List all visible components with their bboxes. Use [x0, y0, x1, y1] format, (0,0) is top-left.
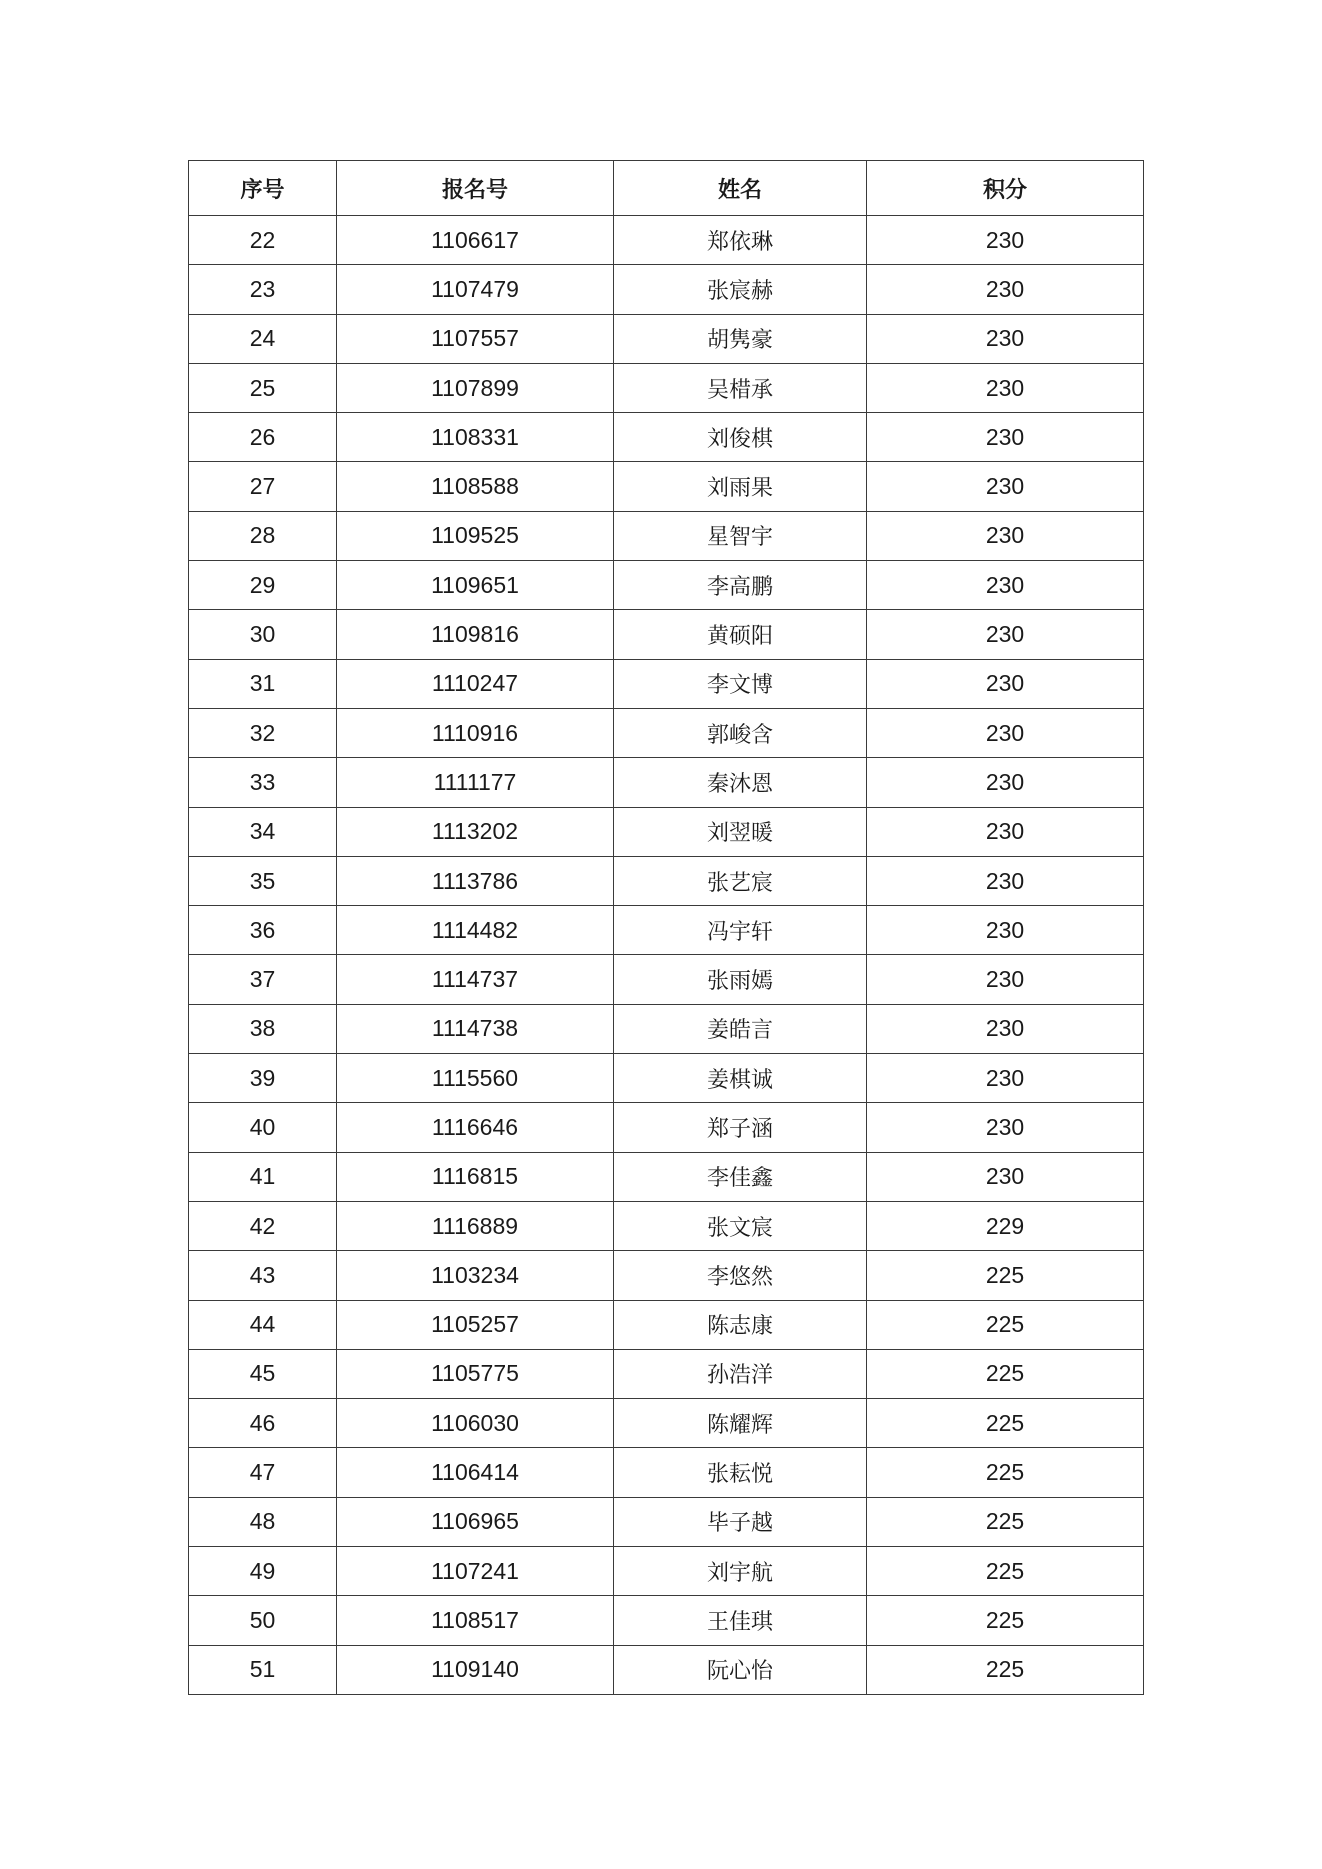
cell-name: 张艺宸 [614, 856, 867, 905]
cell-registration-number: 1109651 [337, 561, 614, 610]
cell-registration-number: 1111177 [337, 758, 614, 807]
cell-name: 吴棤承 [614, 363, 867, 412]
table-row [189, 1251, 1144, 1300]
cell-score: 229 [867, 1201, 1144, 1250]
table-row [189, 1645, 1144, 1694]
cell-seq: 27 [189, 462, 337, 511]
table-row [189, 807, 1144, 856]
header-name: 姓名 [614, 161, 867, 216]
cell-name: 郭峻含 [614, 708, 867, 757]
cell-seq: 38 [189, 1004, 337, 1053]
cell-seq: 29 [189, 561, 337, 610]
cell-registration-number: 1114482 [337, 906, 614, 955]
cell-score: 230 [867, 708, 1144, 757]
table-row [189, 511, 1144, 560]
cell-name: 李文博 [614, 659, 867, 708]
cell-score: 225 [867, 1596, 1144, 1645]
cell-registration-number: 1105775 [337, 1349, 614, 1398]
cell-registration-number: 1106030 [337, 1399, 614, 1448]
cell-name: 秦沐恩 [614, 758, 867, 807]
cell-score: 230 [867, 659, 1144, 708]
cell-name: 刘俊棋 [614, 413, 867, 462]
cell-seq: 36 [189, 906, 337, 955]
cell-score: 230 [867, 955, 1144, 1004]
cell-name: 张文宸 [614, 1201, 867, 1250]
header-registration-number: 报名号 [337, 161, 614, 216]
cell-seq: 24 [189, 314, 337, 363]
table-row [189, 1448, 1144, 1497]
cell-seq: 48 [189, 1497, 337, 1546]
cell-score: 230 [867, 561, 1144, 610]
cell-name: 阮心怡 [614, 1645, 867, 1694]
table-row [189, 1497, 1144, 1546]
cell-seq: 43 [189, 1251, 337, 1300]
cell-registration-number: 1116646 [337, 1103, 614, 1152]
cell-registration-number: 1108331 [337, 413, 614, 462]
cell-score: 230 [867, 906, 1144, 955]
cell-score: 230 [867, 1103, 1144, 1152]
table-row [189, 1152, 1144, 1201]
cell-seq: 41 [189, 1152, 337, 1201]
cell-name: 张雨嫣 [614, 955, 867, 1004]
cell-name: 毕子越 [614, 1497, 867, 1546]
cell-name: 刘雨果 [614, 462, 867, 511]
cell-registration-number: 1107241 [337, 1547, 614, 1596]
cell-score: 230 [867, 1054, 1144, 1103]
table-row [189, 955, 1144, 1004]
table-row [189, 216, 1144, 265]
cell-registration-number: 1103234 [337, 1251, 614, 1300]
table-body [189, 216, 1144, 1695]
cell-score: 225 [867, 1399, 1144, 1448]
cell-registration-number: 1108588 [337, 462, 614, 511]
table-row [189, 561, 1144, 610]
cell-seq: 39 [189, 1054, 337, 1103]
cell-name: 姜皓言 [614, 1004, 867, 1053]
cell-name: 陈耀辉 [614, 1399, 867, 1448]
table-row [189, 659, 1144, 708]
cell-score: 230 [867, 314, 1144, 363]
cell-name: 李悠然 [614, 1251, 867, 1300]
cell-registration-number: 1107899 [337, 363, 614, 412]
cell-name: 刘宇航 [614, 1547, 867, 1596]
cell-registration-number: 1110247 [337, 659, 614, 708]
cell-registration-number: 1116889 [337, 1201, 614, 1250]
table-row [189, 1399, 1144, 1448]
cell-name: 李佳鑫 [614, 1152, 867, 1201]
score-table [188, 160, 1144, 1695]
table-row [189, 1547, 1144, 1596]
cell-score: 225 [867, 1300, 1144, 1349]
cell-registration-number: 1114737 [337, 955, 614, 1004]
cell-score: 230 [867, 1004, 1144, 1053]
table-row [189, 1004, 1144, 1053]
cell-seq: 28 [189, 511, 337, 560]
cell-registration-number: 1109140 [337, 1645, 614, 1694]
cell-name: 陈志康 [614, 1300, 867, 1349]
cell-seq: 49 [189, 1547, 337, 1596]
table-row [189, 265, 1144, 314]
table-row [189, 462, 1144, 511]
cell-name: 张耘悦 [614, 1448, 867, 1497]
table-row [189, 314, 1144, 363]
cell-name: 黄硕阳 [614, 610, 867, 659]
header-score: 积分 [867, 161, 1144, 216]
cell-score: 225 [867, 1448, 1144, 1497]
table-row [189, 906, 1144, 955]
cell-registration-number: 1114738 [337, 1004, 614, 1053]
cell-score: 225 [867, 1497, 1144, 1546]
cell-registration-number: 1107557 [337, 314, 614, 363]
table-row [189, 1300, 1144, 1349]
cell-score: 230 [867, 856, 1144, 905]
cell-score: 230 [867, 758, 1144, 807]
cell-score: 230 [867, 511, 1144, 560]
cell-seq: 37 [189, 955, 337, 1004]
cell-seq: 22 [189, 216, 337, 265]
cell-registration-number: 1105257 [337, 1300, 614, 1349]
table-row [189, 708, 1144, 757]
cell-registration-number: 1107479 [337, 265, 614, 314]
cell-registration-number: 1110916 [337, 708, 614, 757]
cell-score: 230 [867, 1152, 1144, 1201]
cell-score: 230 [867, 216, 1144, 265]
cell-seq: 32 [189, 708, 337, 757]
cell-name: 王佳琪 [614, 1596, 867, 1645]
table-row [189, 1054, 1144, 1103]
cell-name: 孙浩洋 [614, 1349, 867, 1398]
cell-seq: 23 [189, 265, 337, 314]
table-row [189, 1596, 1144, 1645]
cell-registration-number: 1108517 [337, 1596, 614, 1645]
cell-score: 230 [867, 462, 1144, 511]
table-row [189, 1201, 1144, 1250]
cell-registration-number: 1116815 [337, 1152, 614, 1201]
cell-seq: 42 [189, 1201, 337, 1250]
cell-score: 230 [867, 807, 1144, 856]
cell-registration-number: 1113786 [337, 856, 614, 905]
table-row [189, 856, 1144, 905]
cell-seq: 31 [189, 659, 337, 708]
cell-seq: 44 [189, 1300, 337, 1349]
cell-registration-number: 1106617 [337, 216, 614, 265]
cell-seq: 30 [189, 610, 337, 659]
cell-seq: 50 [189, 1596, 337, 1645]
cell-registration-number: 1115560 [337, 1054, 614, 1103]
cell-score: 230 [867, 610, 1144, 659]
cell-seq: 26 [189, 413, 337, 462]
cell-score: 225 [867, 1349, 1144, 1398]
cell-registration-number: 1106965 [337, 1497, 614, 1546]
cell-name: 李高鹏 [614, 561, 867, 610]
cell-seq: 25 [189, 363, 337, 412]
cell-seq: 45 [189, 1349, 337, 1398]
table-row [189, 758, 1144, 807]
table-row [189, 1103, 1144, 1152]
cell-registration-number: 1106414 [337, 1448, 614, 1497]
cell-seq: 34 [189, 807, 337, 856]
cell-score: 230 [867, 363, 1144, 412]
cell-seq: 51 [189, 1645, 337, 1694]
header-seq: 序号 [189, 161, 337, 216]
cell-registration-number: 1109525 [337, 511, 614, 560]
cell-name: 刘翌暖 [614, 807, 867, 856]
table-header [189, 161, 1144, 216]
cell-score: 225 [867, 1547, 1144, 1596]
cell-name: 张宸赫 [614, 265, 867, 314]
cell-seq: 35 [189, 856, 337, 905]
cell-score: 225 [867, 1251, 1144, 1300]
table-row [189, 363, 1144, 412]
header-row [189, 161, 1144, 216]
cell-name: 郑子涵 [614, 1103, 867, 1152]
cell-score: 230 [867, 413, 1144, 462]
cell-seq: 40 [189, 1103, 337, 1152]
cell-score: 230 [867, 265, 1144, 314]
cell-score: 225 [867, 1645, 1144, 1694]
cell-name: 姜棋诚 [614, 1054, 867, 1103]
cell-name: 星智宇 [614, 511, 867, 560]
cell-name: 胡隽豪 [614, 314, 867, 363]
cell-seq: 46 [189, 1399, 337, 1448]
table-row [189, 1349, 1144, 1398]
cell-name: 郑依琳 [614, 216, 867, 265]
cell-name: 冯宇轩 [614, 906, 867, 955]
cell-seq: 33 [189, 758, 337, 807]
cell-registration-number: 1109816 [337, 610, 614, 659]
table-row [189, 610, 1144, 659]
cell-registration-number: 1113202 [337, 807, 614, 856]
cell-seq: 47 [189, 1448, 337, 1497]
table-row [189, 413, 1144, 462]
